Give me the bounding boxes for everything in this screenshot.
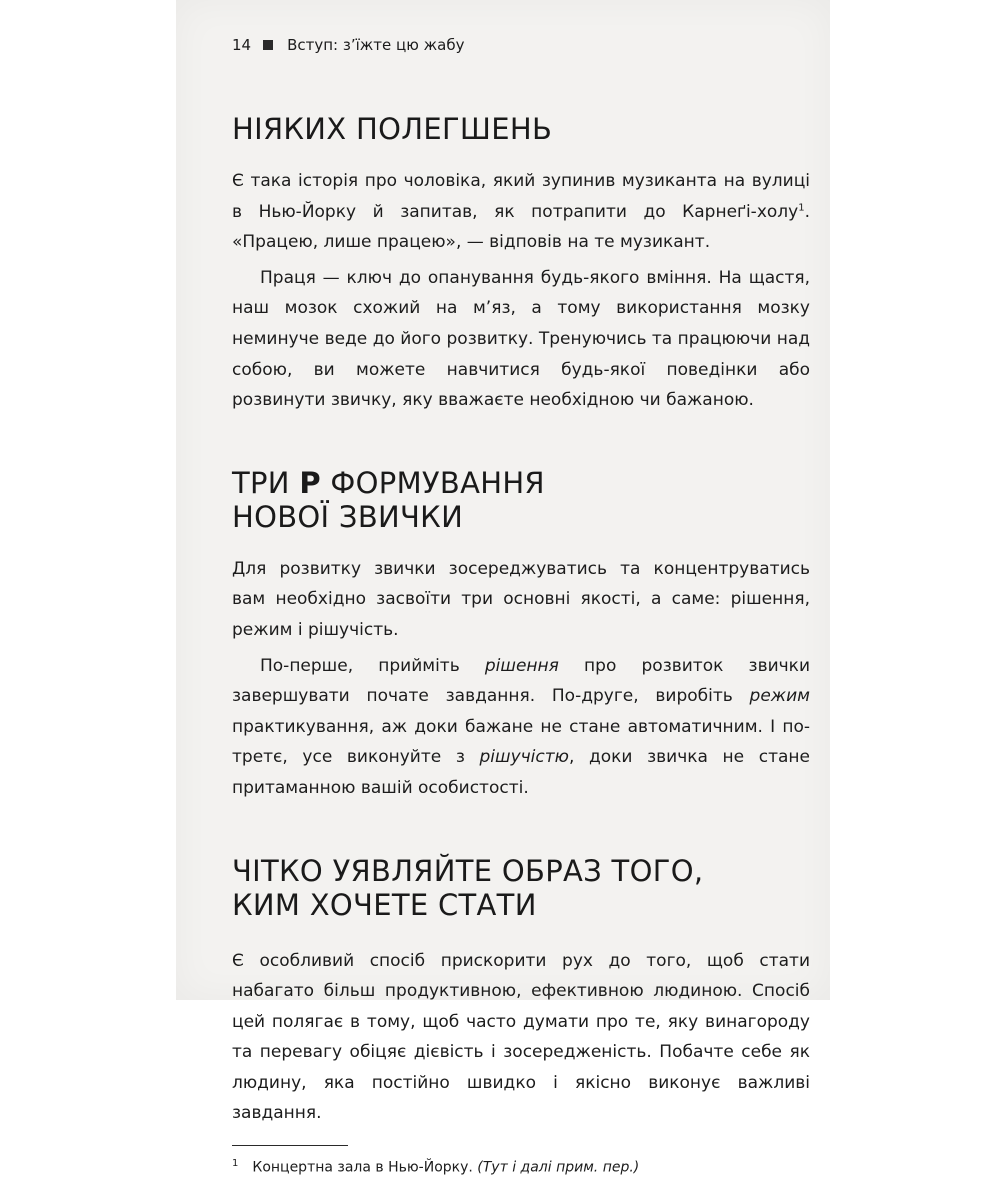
running-title: Вступ: з’їжте цю жабу xyxy=(287,36,465,54)
footnote-ref: 1 xyxy=(798,201,805,213)
footnote-divider xyxy=(232,1145,348,1146)
paragraph-story: Є така історія про чоловіка, який зупинив музиканта на вулиці в Нью-Йорку й запитав, як потрапити до Карнеґі-холу$^1$. «Працею, лише працею», — відповів на те музикант. xyxy=(232,171,810,253)
running-header xyxy=(232,30,810,60)
page-number: 14 xyxy=(232,36,252,54)
section-heading-three-r: ТРИ Р ФОРМУВАННЯ НОВОЇ ЗВИЧКИ xyxy=(232,465,545,534)
paragraph-work: Праця — ключ до опанування будь-якого вміння. На щастя, наш мозок схожий на м’яз, а тому використання мозку неминуче веде до його розвитку. Тренуючись та працюючи над собою, ви можете навчитися будь-якої поведінки або розвинути звичку, яку вважаєте необхідною чи бажаною. xyxy=(232,267,810,411)
section-heading-no-shortcuts: НІЯКИХ ПОЛЕГШЕНЬ xyxy=(232,112,553,146)
section-heading-visualize: ЧІТКО УЯВЛЯЙТЕ ОБРАЗ ТОГО, КИМ ХОЧЕТЕ СТАТИ xyxy=(232,853,704,922)
paragraph-three-qualities: Для розвитку звички зосереджуватись та концентруватись вам необхідно засвоїти три основні якості, а саме: рішення, режим і рішучість. xyxy=(232,558,810,640)
page-content xyxy=(232,30,810,1178)
footnote-text: Концертна зала в Нью-Йорку. xyxy=(252,1159,478,1176)
paragraph-special-method: Є особливий спосіб прискорити рух до того, щоб стати набагато більш продуктивною, ефективною людиною. Спосіб цей полягає в тому, щоб часто думати про те, яку винагороду та перевагу обіцяє дієвість і зосередженість. Побачте себе як людину, яка постійно швидко і якісно виконує важливі завдання. xyxy=(232,950,810,1124)
footnote xyxy=(232,1154,810,1178)
paragraph-first-second-third: По-перше, прийміть рішення про розвиток звички завершувати почате завдання. По-друге, виробіть режим практикування, аж доки бажане не стане автоматичним. І по-третє, усе виконуйте з рішучістю, доки звичка не стане притаманною вашій особистості. xyxy=(232,655,810,798)
square-bullet-icon xyxy=(263,40,273,50)
footnote-translator-note: (Тут і далі прим. пер.) xyxy=(477,1159,640,1176)
footnote-number: 1 xyxy=(232,1158,239,1170)
